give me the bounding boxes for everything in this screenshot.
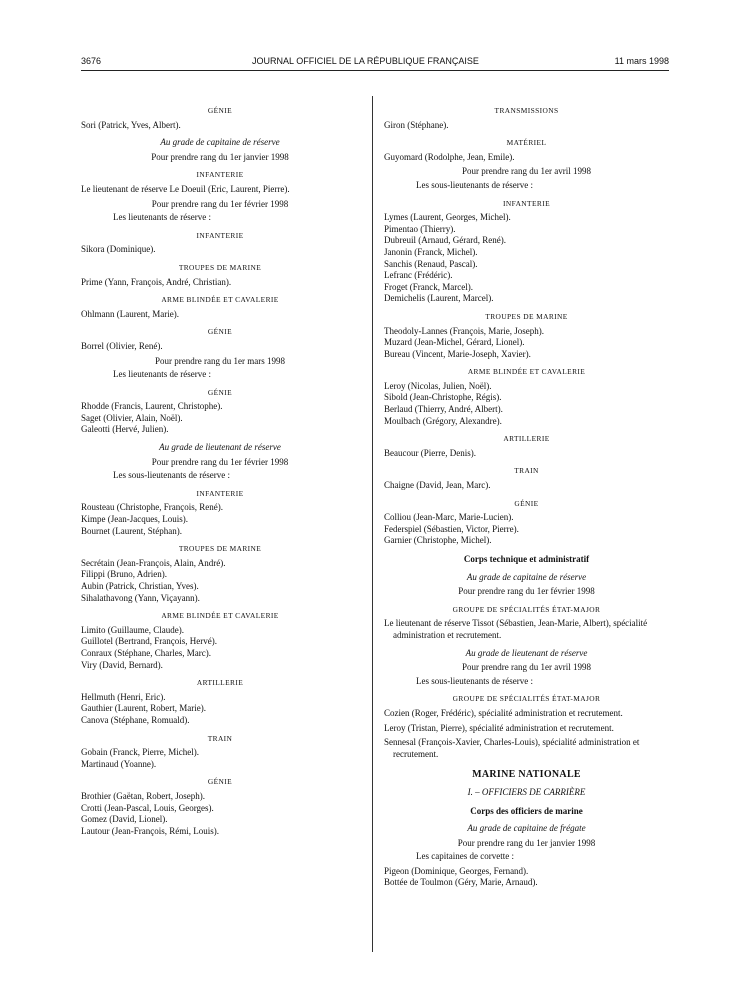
name-entry: Froget (Franck, Marcel). [384,281,473,292]
name-entry: Beaucour (Pierre, Denis). [384,447,476,458]
page-header [0,56,731,70]
section-heading: GÉNIE [514,498,539,508]
name-entry: Berlaud (Thierry, André, Albert). [384,404,503,415]
section-heading: TROUPES DE MARINE [178,262,262,272]
section-heading: GÉNIE [207,777,233,787]
rank-date-line: Pour prendre rang du 1er février 1998 [458,586,595,597]
name-entry: Pigeon (Dominique, Georges, Fernand). [384,865,529,876]
name-entry: Crotti (Jean-Pascal, Louis, Georges). [81,802,214,813]
section-heading: INFANTERIE [196,170,244,180]
section-heading: TRANSMISSIONS [494,106,559,115]
section-heading: GROUPE DE SPÉCIALITÉS ÉTAT-MAJOR [452,694,601,704]
name-entry: Cozien (Roger, Frédéric), spécialité administration et recrutement. [384,707,623,718]
group-intro: Les lieutenants de réserve : [113,212,211,223]
section-heading: TROUPES DE MARINE [485,311,568,321]
grade-heading: Au grade de capitaine de réserve [466,571,587,582]
name-entry: Martinaud (Yoanne). [81,758,157,769]
issue-date: 11 mars 1998 [614,56,669,66]
grade-heading: Au grade de capitaine de réserve [160,137,280,148]
name-entry: Le lieutenant de réserve Tissot (Sébastien, Jean-Marie, Albert), spécialité administration et recrutement. [384,618,648,640]
corps-heading: Corps technique et administratif [463,554,590,564]
name-entry: Galeotti (Hervé, Julien). [81,424,169,435]
name-entry: Borrel (Olivier, René). [81,340,163,351]
name-entry: Chaigne (David, Jean, Marc). [384,480,491,491]
grade-heading: Au grade de capitaine de frégate [467,823,586,834]
group-intro: Les capitaines de corvette : [416,851,514,862]
section-heading: GÉNIE [207,106,233,115]
name-entry: Sibold (Jean-Christophe, Régis). [384,392,502,403]
name-entry: Sikora (Dominique). [81,244,156,255]
name-entry: Viry (David, Bernard). [81,659,163,670]
group-intro: Les lieutenants de réserve : [113,369,211,380]
name-entry: Sennesal (François-Xavier, Charles-Louis), spécialité administration et recrutement. [384,737,640,759]
name-entry: Demichelis (Laurent, Marcel). [384,293,494,304]
name-entry: Sihalathavong (Yann, Viçayann). [81,592,200,603]
grade-heading: I. – OFFICIERS DE CARRIÈRE [467,786,586,797]
name-entry: Bureau (Vincent, Marie-Joseph, Xavier). [384,348,531,359]
name-entry: Hellmuth (Henri, Eric). [81,691,166,702]
section-heading: TRAIN [514,466,539,476]
group-intro: Les sous-lieutenants de réserve : [416,675,533,686]
section-heading: ARTILLERIE [196,678,244,688]
column-divider [372,96,373,952]
corps-heading: Corps des officiers de marine [470,805,583,816]
section-heading: GÉNIE [207,327,233,337]
section-heading: INFANTERIE [503,198,550,208]
rank-date-line: Pour prendre rang du 1er avril 1998 [462,662,591,673]
name-entry: Prime (Yann, François, André, Christian). [81,276,232,287]
name-entry: Lefranc (Frédéric). [384,270,453,281]
name-entry: Sori (Patrick, Yves, Albert). [81,119,181,130]
name-entry: Gauthier (Laurent, Robert, Marie). [81,703,206,714]
left-column [81,99,359,837]
name-entry: Muzard (Jean-Michel, Gérard, Lionel). [384,337,525,348]
section-heading: TROUPES DE MARINE [178,544,262,554]
name-entry: Rhodde (Francis, Laurent, Christophe). [81,401,223,412]
name-entry: Secrétain (Jean-François, Alain, André). [81,557,226,568]
right-column [384,99,669,889]
section-heading: ARTILLERIE [503,434,550,444]
name-entry: Giron (Stéphane). [384,119,449,130]
name-entry: Ohlmann (Laurent, Marie). [81,308,179,319]
name-entry: Brothier (Gaëtan, Robert, Joseph). [81,790,205,801]
name-entry: Gomez (David, Lionel). [81,814,168,825]
name-entry: Bottée de Toulmon (Géry, Marie, Arnaud). [384,877,538,888]
grade-heading: Au grade de lieutenant de réserve [159,442,281,453]
service-heading: MARINE NATIONALE [472,769,581,781]
rank-date-line: Pour prendre rang du 1er février 1998 [151,198,289,209]
section-heading: GROUPE DE SPÉCIALITÉS ÉTAT-MAJOR [452,604,601,614]
rank-date-line: Pour prendre rang du 1er avril 1998 [462,166,591,177]
section-heading: TRAIN [207,733,233,743]
name-entry: Limito (Guillaume, Claude). [81,624,184,635]
name-entry: Le lieutenant de réserve Le Doeuil (Eric, Laurent, Pierre). [81,183,290,194]
section-heading: ARME BLINDÉE ET CAVALERIE [161,295,279,305]
group-intro: Les sous-lieutenants de réserve : [113,470,230,481]
name-entry: Theodoly-Lannes (François, Marie, Joseph). [384,325,544,336]
name-entry: Gobain (Franck, Pierre, Michel). [81,747,199,758]
rank-date-line: Pour prendre rang du 1er février 1998 [151,456,289,467]
section-heading: GÉNIE [207,387,233,397]
section-heading: INFANTERIE [196,230,244,240]
rank-date-line: Pour prendre rang du 1er janvier 1998 [151,151,289,162]
name-entry: Pimentao (Thierry). [384,223,456,234]
name-entry: Rousteau (Christophe, François, René). [81,502,223,513]
grade-heading: Au grade de lieutenant de réserve [465,647,588,658]
rank-date-line: Pour prendre rang du 1er janvier 1998 [457,837,596,848]
name-entry: Kimpe (Jean-Jacques, Louis). [81,514,188,525]
header-rule [81,70,669,71]
name-entry: Leroy (Tristan, Pierre), spécialité administration et recrutement. [384,722,614,733]
name-entry: Canova (Stéphane, Romuald). [81,714,190,725]
name-entry: Lymes (Laurent, Georges, Michel). [384,212,511,223]
name-entry: Moulbach (Grégory, Alexandre). [384,415,502,426]
group-intro: Les sous-lieutenants de réserve : [416,179,533,190]
section-heading: ARME BLINDÉE ET CAVALERIE [467,367,586,377]
name-entry: Colliou (Jean-Marc, Marie-Lucien). [384,512,514,523]
name-entry: Lautour (Jean-François, Rémi, Louis). [81,825,219,836]
name-entry: Federspiel (Sébastien, Victor, Pierre). [384,523,519,534]
name-entry: Garnier (Christophe, Michel). [384,535,492,546]
section-heading: MATÉRIEL [506,138,547,148]
name-entry: Guyomard (Rodolphe, Jean, Emile). [384,151,515,162]
name-entry: Sanchis (Renaud, Pascal). [384,258,478,269]
rank-date-line: Pour prendre rang du 1er mars 1998 [155,355,285,366]
name-entry: Saget (Olivier, Alain, Noël). [81,412,183,423]
name-entry: Guillotel (Bertrand, François, Hervé). [81,636,217,647]
name-entry: Filippi (Bruno, Adrien). [81,569,167,580]
name-entry: Janonin (Franck, Michel). [384,246,478,257]
name-entry: Aubin (Patrick, Christian, Yves). [81,581,199,591]
page-number: 3676 [81,56,102,66]
section-heading: INFANTERIE [196,488,244,498]
journal-title: JOURNAL OFFICIEL DE LA RÉPUBLIQUE FRANÇAISE [252,56,479,66]
name-entry: Bournet (Laurent, Stéphan). [81,525,182,536]
name-entry: Leroy (Nicolas, Julien, Noël). [384,380,492,391]
name-entry: Dubreuil (Arnaud, Gérard, René). [384,235,506,246]
name-entry: Conraux (Stéphane, Charles, Marc). [81,647,211,658]
section-heading: ARME BLINDÉE ET CAVALERIE [161,611,279,621]
